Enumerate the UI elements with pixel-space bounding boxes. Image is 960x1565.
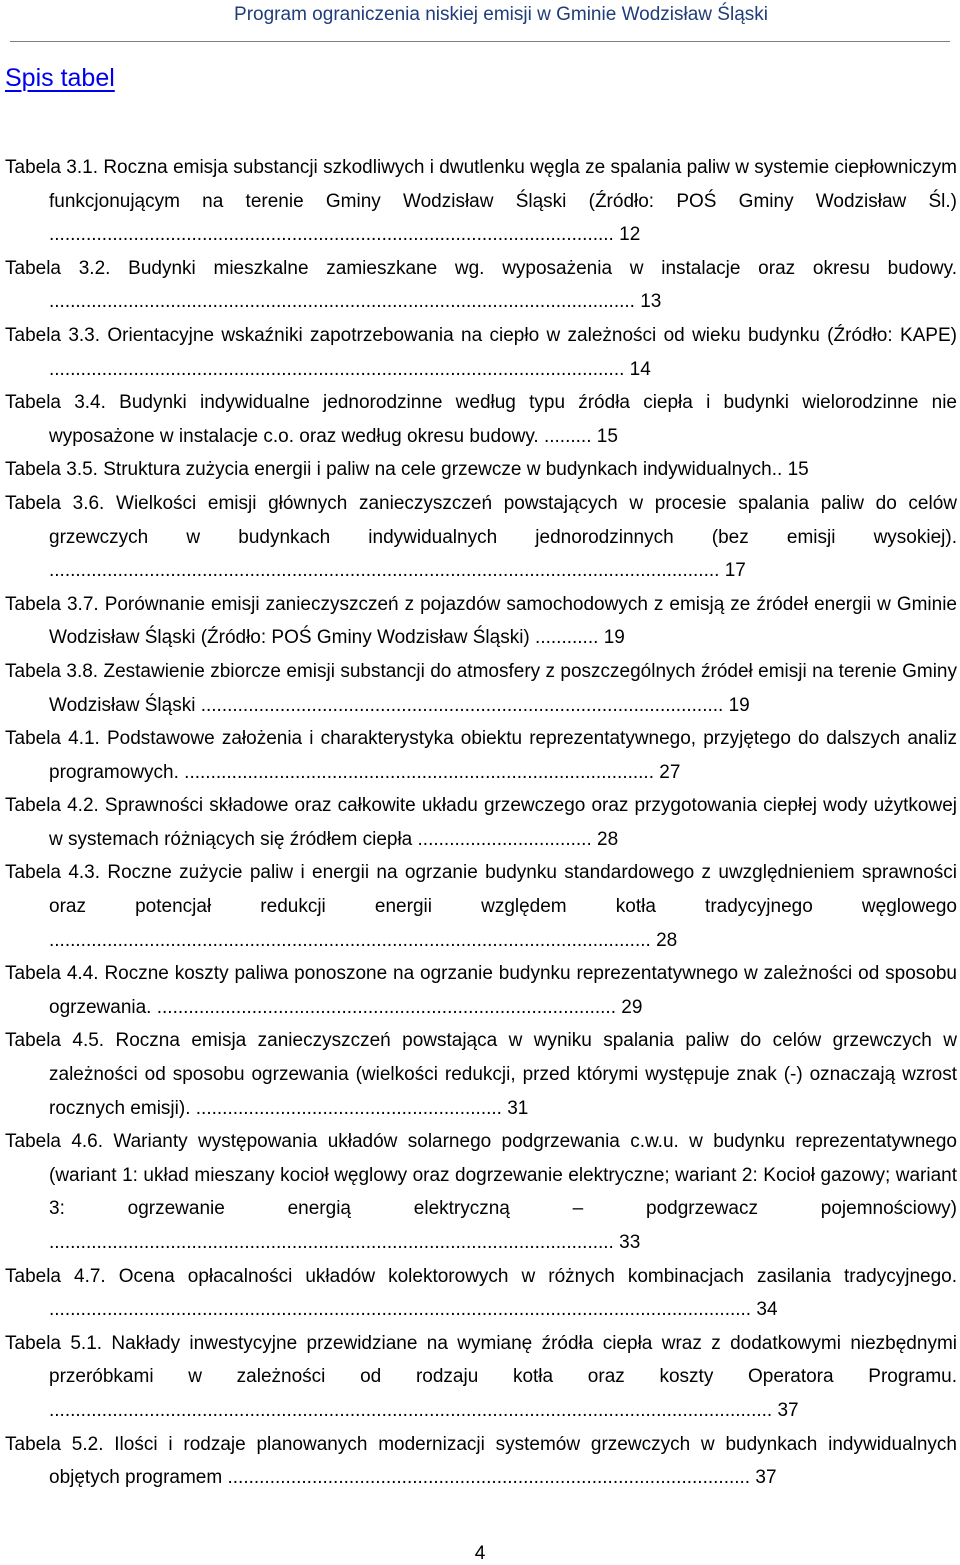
toc-entry-table-5-1[interactable] [5, 1327, 957, 1428]
toc-entry-table-3-6[interactable] [5, 487, 957, 588]
toc-entry-caption: Roczne zużycie paliw i energii na ogrzanie budynku standardowego z uwzględnieniem sprawności oraz potencjał redukcji energii względem kotła tradycyjnego węglowego [49, 862, 957, 918]
table-list-heading[interactable]: Spis tabel [5, 64, 115, 92]
toc-entry-label: Tabela 5.2. [5, 1433, 104, 1455]
toc-leader-dots: ................................. [417, 828, 592, 850]
table-of-tables [5, 151, 957, 1495]
toc-entry-page: 19 [728, 694, 750, 716]
toc-leader-dots: ........................................................................................................... [49, 1232, 614, 1253]
toc-leader-dots: ........................................................................................................... [49, 224, 614, 246]
toc-entry-table-4-5[interactable] [5, 1024, 957, 1125]
toc-entry-label: Tabela 3.6. [5, 492, 105, 514]
toc-entry-caption: Wielkości emisji głównych zanieczyszczeń powstających w procesie spalania paliw do celów grzewczych w budynkach indywidualnych jednorodzinnych (bez emisji wysokiej). [49, 492, 958, 548]
toc-entry-label: Tabela 4.5. [5, 1030, 105, 1052]
toc-entry-page: 37 [755, 1467, 777, 1489]
toc-entry-label: Tabela 5.1. [5, 1332, 103, 1354]
toc-entry-table-3-7[interactable] [5, 588, 957, 655]
toc-leader-dots: ............................................................................................................. [49, 358, 625, 380]
toc-leader-dots: ............................................................................................................... [49, 291, 635, 313]
toc-entry-page: 13 [640, 291, 662, 313]
toc-entry-caption: Podstawowe założenia i charakterystyka obiektu reprezentatywnego, przyjętego do dalszych analiz programowych. [49, 728, 957, 783]
toc-entry-label: Tabela 3.4. [5, 392, 106, 414]
running-header: Program ograniczenia niskiej emisji w Gminie Wodzisław Śląski [234, 4, 768, 25]
toc-entry-caption: Budynki mieszkalne zamieszkane wg. wyposażenia w instalacje oraz okresu budowy. [128, 257, 958, 279]
toc-entry-page: 28 [656, 929, 678, 951]
toc-entry-caption: Ilości i rodzaje planowanych modernizacji systemów grzewczych w budynkach indywidualnych objętych programem [49, 1433, 957, 1489]
toc-entry-page: 28 [597, 828, 619, 850]
toc-leader-dots: ............ [535, 627, 599, 649]
toc-leader-dots: . [777, 459, 783, 481]
toc-entry-caption: Nakłady inwestycyjne przewidziane na wymianę źródła ciepła wraz z dodatkowymi niezbędnymi przeróbkami w zależności od rodzaju kotła oraz koszty Operatora Programu. [49, 1332, 957, 1388]
toc-entry-label: Tabela 4.1. [5, 728, 100, 750]
header-divider [10, 41, 950, 42]
toc-entry-table-3-1[interactable] [5, 151, 957, 252]
toc-entry-label: Tabela 3.7. [5, 593, 99, 615]
toc-leader-dots: ....................................................................................... [156, 996, 616, 1018]
toc-entry-page: 33 [619, 1232, 641, 1253]
toc-entry-table-3-2[interactable] [5, 252, 957, 319]
toc-entry-caption: Sprawności składowe oraz całkowite układu grzewczego oraz przygotowania ciepłej wody użytkowej w systemach różniących się źródłem ciepła [49, 795, 957, 850]
toc-entry-label: Tabela 4.6. [5, 1131, 104, 1153]
toc-entry-page: 17 [724, 560, 746, 582]
toc-entry-page: 15 [787, 459, 809, 481]
toc-leader-dots: ......................................................................................................................................... [49, 1399, 773, 1421]
toc-entry-label: Tabela 3.2. [5, 257, 111, 279]
toc-entry-caption: Roczna emisja substancji szkodliwych i dwutlenku węgla ze spalania paliw w systemie ciepłowniczym funkcjonującym na terenie Gminy Wodzisław Śląski (Źródło: POŚ Gminy Wodzisław Śl.) [49, 157, 958, 212]
toc-entry-caption: Zestawienie zbiorcze emisji substancji do atmosfery z poszczególnych źródeł emisji na terenie Gminy Wodzisław Śląski [49, 660, 957, 716]
toc-entry-caption: Ocena opłacalności układów kolektorowych w różnych kombinacjach zasilania tradycyjnego. [118, 1265, 957, 1287]
toc-entry-label: Tabela 4.2. [5, 795, 99, 817]
toc-entry-caption: Orientacyjne wskaźniki zapotrzebowania na ciepło w zależności od wieku budynku (Źródło: KAPE) [107, 324, 957, 346]
toc-leader-dots: .................................................................................................................. [49, 929, 651, 951]
toc-entry-label: Tabela 3.1. [5, 157, 98, 178]
toc-entry-label: Tabela 4.4. [5, 963, 99, 985]
toc-entry-page: 14 [629, 358, 651, 380]
toc-leader-dots: .......................................................... [195, 1097, 502, 1119]
page-number: 4 [474, 1543, 486, 1564]
toc-entry-page: 19 [603, 627, 625, 649]
toc-entry-table-3-5[interactable] [5, 453, 957, 487]
toc-entry-caption: Budynki indywidualne jednorodzinne według typu źródła ciepła i budynki wielorodzinne nie wyposażone w instalacje c.o. oraz według okresu budowy. [49, 392, 958, 447]
toc-entry-page: 12 [619, 224, 641, 246]
toc-entry-table-4-3[interactable] [5, 856, 957, 957]
toc-entry-caption: Roczne koszty paliwa ponoszone na ogrzanie budynku reprezentatywnego w zależności od sposobu ogrzewania. [49, 963, 957, 1018]
toc-entry-page: 29 [621, 996, 643, 1018]
toc-leader-dots: ................................................................................................... [227, 1467, 751, 1489]
toc-entry-label: Tabela 3.3. [5, 324, 101, 346]
toc-entry-table-4-1[interactable] [5, 722, 957, 789]
toc-entry-table-3-3[interactable] [5, 319, 957, 386]
toc-entry-table-5-2[interactable] [5, 1428, 957, 1495]
toc-entry-page: 37 [777, 1399, 799, 1421]
toc-leader-dots: ......................................................................................... [184, 761, 654, 783]
toc-entry-label: Tabela 3.8. [5, 660, 99, 682]
toc-entry-caption: Roczna emisja zanieczyszczeń powstająca w wyniku spalania paliw do celów grzewczych w zależności od sposobu ogrzewania (wielkości redukcji, przed którymi występuje znak (-) oznaczają wzrost rocznych emisji). [49, 1030, 957, 1119]
toc-entry-caption: Struktura zużycia energii i paliw na cele grzewcze w budynkach indywidualnych. [103, 459, 778, 481]
toc-entry-label: Tabela 4.3. [5, 862, 101, 884]
toc-leader-dots: ............................................................................................................................... [49, 560, 720, 582]
toc-entry-table-4-4[interactable] [5, 957, 957, 1024]
toc-entry-table-4-6[interactable] [5, 1125, 957, 1259]
toc-entry-page: 34 [756, 1299, 778, 1321]
toc-entry-label: Tabela 3.5. [5, 459, 98, 481]
toc-entry-page: 27 [659, 761, 681, 783]
toc-entry-page: 31 [507, 1097, 529, 1119]
toc-leader-dots: ..................................................................................................................................... [49, 1299, 752, 1321]
toc-entry-table-4-2[interactable] [5, 789, 957, 856]
toc-entry-label: Tabela 4.7. [5, 1265, 106, 1287]
toc-entry-caption: Warianty występowania układów solarnego podgrzewania c.w.u. w budynku reprezentatywnego (wariant 1: układ mieszany kocioł węglowy oraz dogrzewanie elektryczne; wariant 2: Kocioł gazowy; wariant 3: ogrzewanie energią elektryczną – podgrzewacz pojemnościowy) [49, 1131, 957, 1220]
toc-leader-dots: ................................................................................................... [200, 694, 724, 716]
toc-leader-dots: ......... [543, 425, 592, 447]
toc-entry-table-3-8[interactable] [5, 655, 957, 722]
toc-entry-page: 15 [596, 425, 618, 447]
toc-entry-caption: Porównanie emisji zanieczyszczeń z pojazdów samochodowych z emisją ze źródeł energii w Gminie Wodzisław Śląski (Źródło: POŚ Gminy Wodzisław Śląski) [49, 593, 958, 649]
toc-entry-table-4-7[interactable] [5, 1260, 957, 1327]
toc-entry-table-3-4[interactable] [5, 386, 957, 453]
